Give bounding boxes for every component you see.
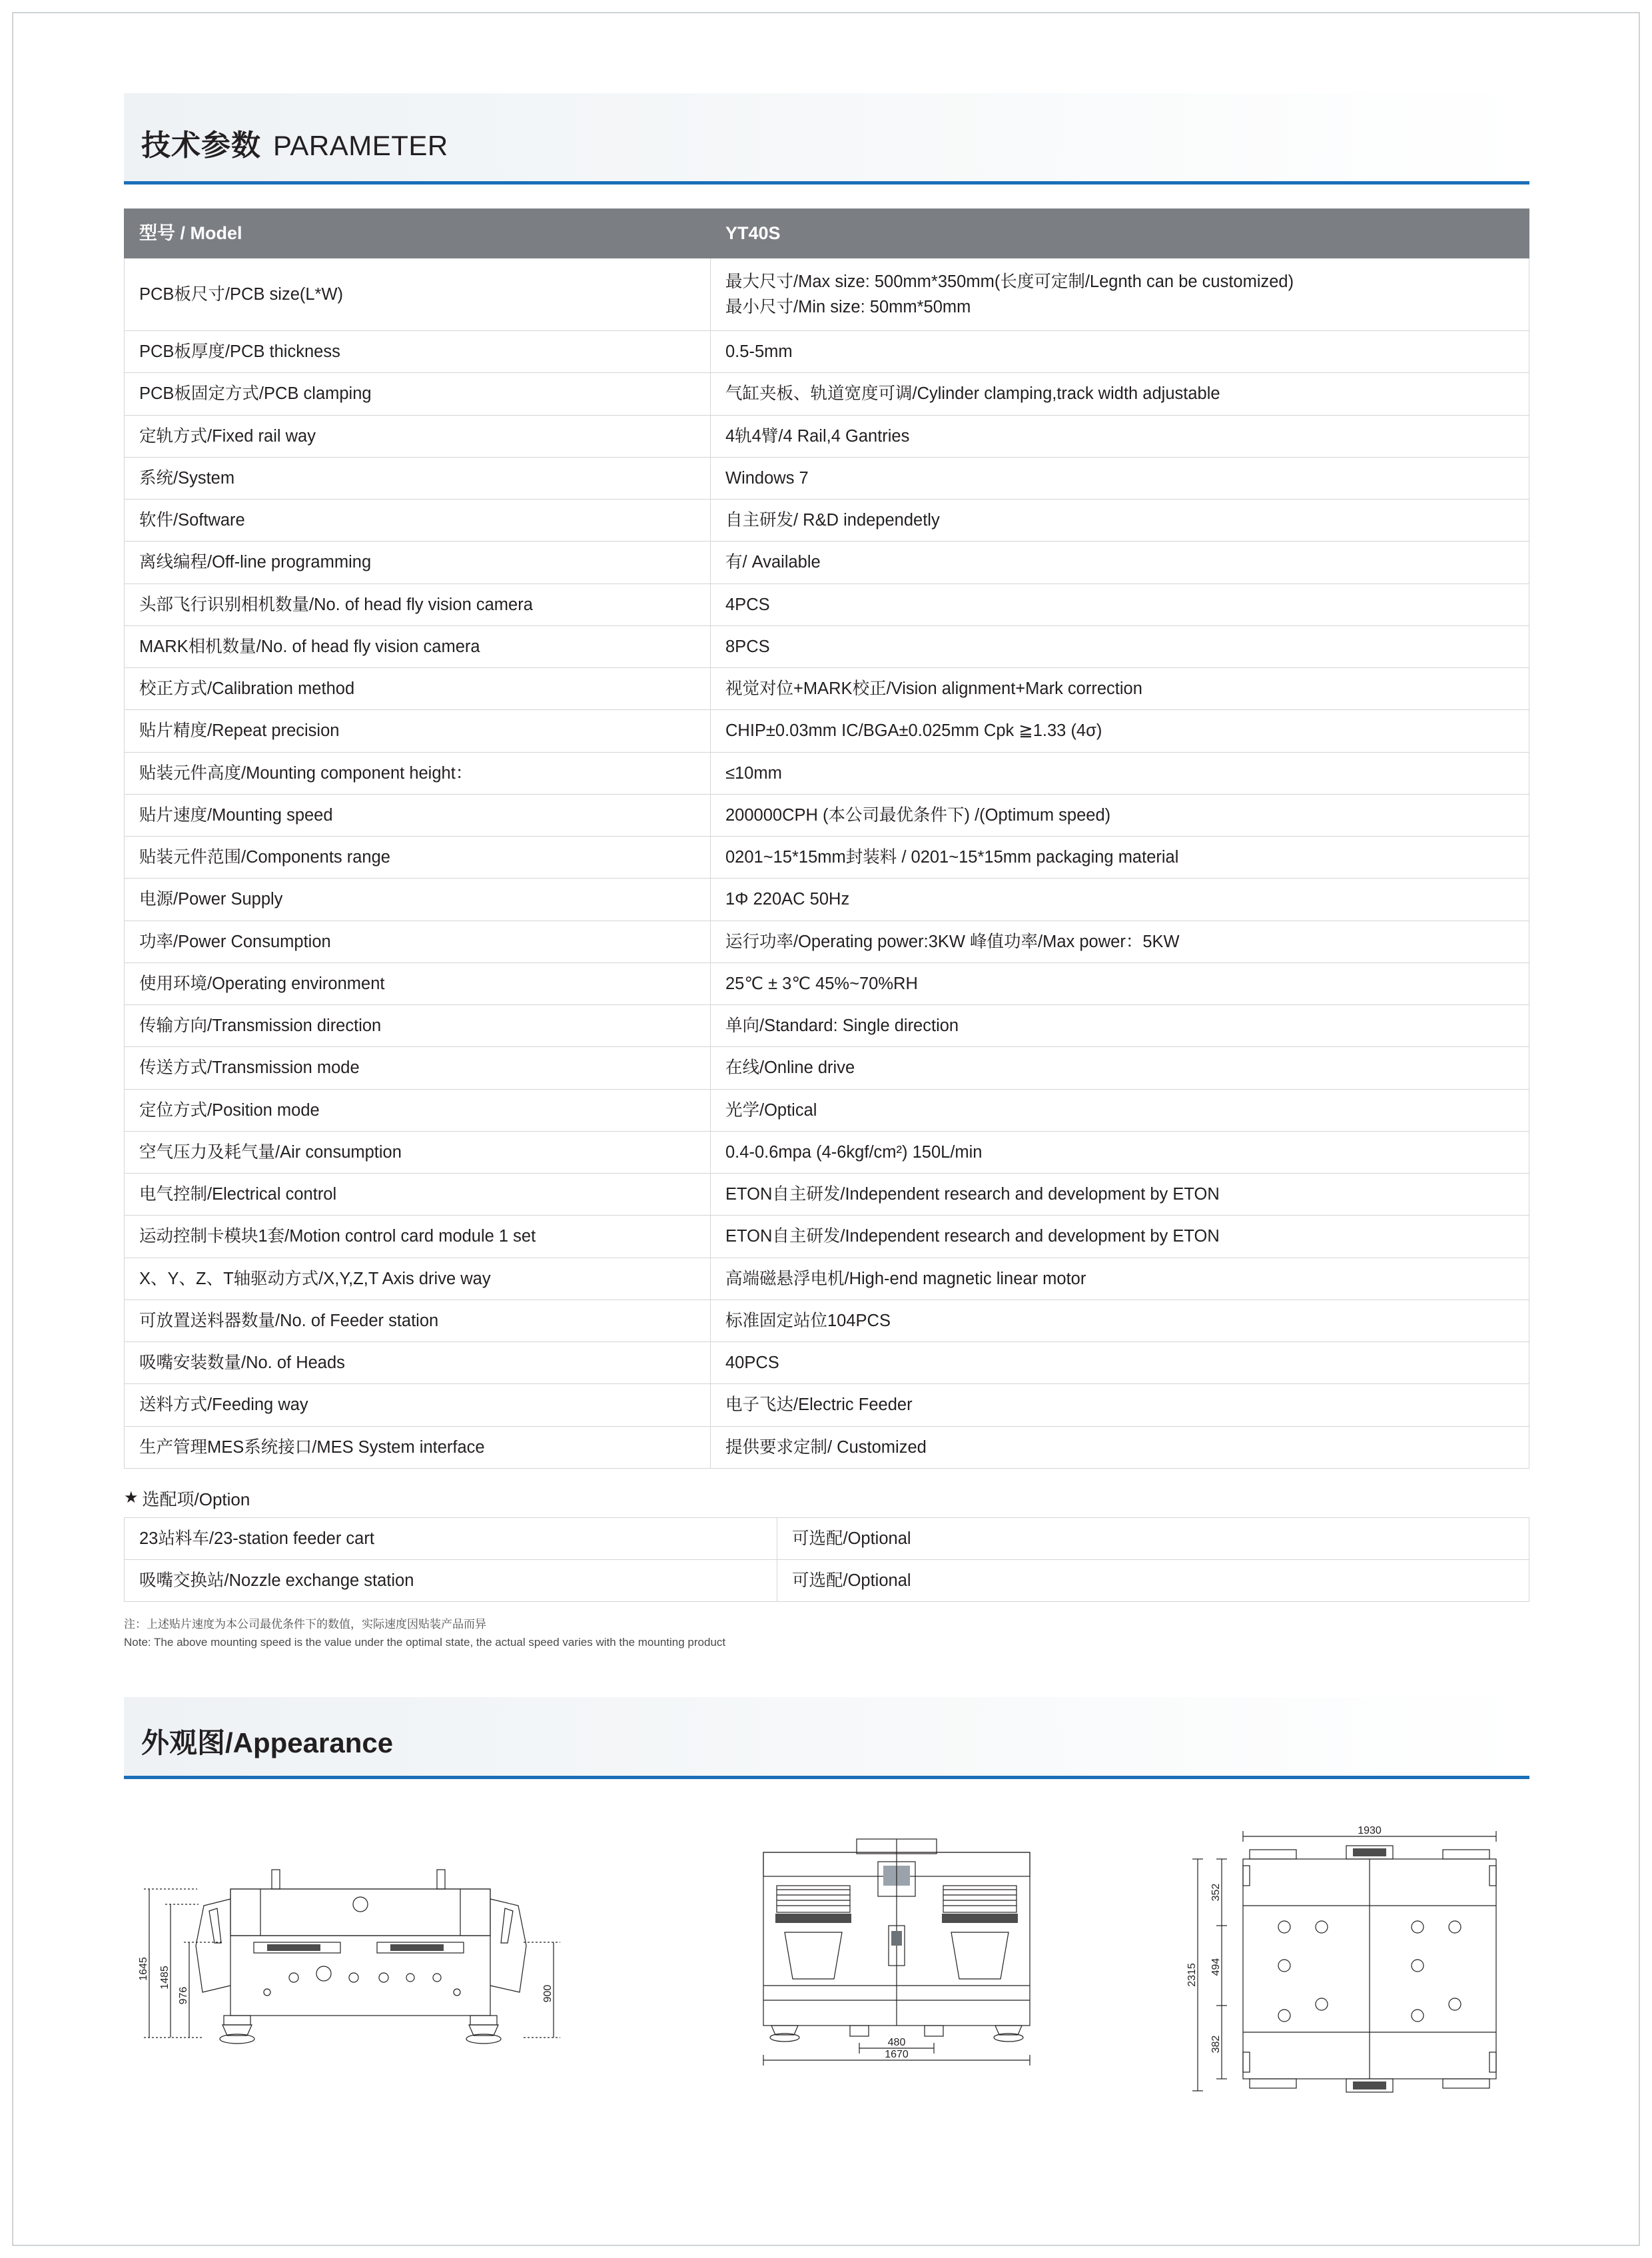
row-label: 吸嘴安装数量/No. of Heads <box>125 1342 711 1384</box>
row-label: 定轨方式/Fixed rail way <box>125 415 711 457</box>
table-row <box>125 1174 1529 1216</box>
table-row <box>125 373 1529 415</box>
table-row <box>125 542 1529 583</box>
row-label: 软件/Software <box>125 500 711 542</box>
table-row <box>125 1560 1529 1602</box>
row-label: 校正方式/Calibration method <box>125 668 711 710</box>
row-value: 标准固定站位104PCS <box>711 1300 1529 1341</box>
appearance-drawings <box>124 1826 1529 2115</box>
row-label: 电气控制/Electrical control <box>125 1174 711 1216</box>
dimension-text: 900 <box>542 1984 554 2002</box>
table-row <box>125 1089 1529 1131</box>
table-row <box>125 1384 1529 1426</box>
option-table <box>124 1517 1529 1603</box>
drawing-side-view <box>723 1826 1070 2075</box>
row-value: 0.4-0.6mpa (4-6kgf/cm²) 150L/min <box>711 1131 1529 1173</box>
row-label: PCB板厚度/PCB thickness <box>125 331 711 373</box>
row-value: 4轨4臂/4 Rail,4 Gantries <box>711 415 1529 457</box>
parameter-heading-en: PARAMETER <box>273 130 448 161</box>
table-row <box>125 500 1529 542</box>
table-row <box>125 1258 1529 1300</box>
table-row <box>125 1517 1529 1559</box>
table-row <box>125 921 1529 962</box>
footnote <box>124 1615 1529 1651</box>
row-value: 提供要求定制/ Customized <box>711 1426 1529 1468</box>
row-value: 高端磁悬浮电机/High-end magnetic linear motor <box>711 1258 1529 1300</box>
row-value: 自主研发/ R&D independetly <box>711 500 1529 542</box>
row-value: ETON自主研发/Independent research and development by ETON <box>711 1174 1529 1216</box>
appearance-section-header <box>124 1697 1529 1779</box>
row-value: 8PCS <box>711 625 1529 667</box>
parameter-heading <box>124 121 1529 185</box>
drawing-top-view <box>1183 1826 1529 2115</box>
table-row <box>125 752 1529 794</box>
row-value: Windows 7 <box>711 457 1529 499</box>
option-section-title <box>124 1486 1529 1511</box>
dimension-text: 1645 <box>138 1956 149 1981</box>
row-value: 40PCS <box>711 1342 1529 1384</box>
parameter-heading-cn: 技术参数 <box>141 129 261 162</box>
table-row <box>125 258 1529 331</box>
row-label: 贴片速度/Mounting speed <box>125 794 711 836</box>
table-row <box>125 837 1529 879</box>
row-label: 吸嘴交换站/Nozzle exchange station <box>125 1560 777 1602</box>
dimension-text: 2315 <box>1186 1962 1198 1987</box>
table-row <box>125 1005 1529 1047</box>
table-row <box>125 668 1529 710</box>
table-row <box>125 415 1529 457</box>
table-row <box>125 962 1529 1004</box>
row-value-line: 最小尺寸/Min size: 50mm*50mm <box>725 297 971 316</box>
table-row <box>125 1216 1529 1258</box>
row-label: X、Y、Z、T轴驱动方式/X,Y,Z,T Axis drive way <box>125 1258 711 1300</box>
top-view-svg <box>1183 1826 1529 2112</box>
row-label: 空气压力及耗气量/Air consumption <box>125 1131 711 1173</box>
table-header-row <box>125 209 1529 258</box>
row-value-line: 最大尺寸/Max size: 500mm*350mm(长度可定制/Legnth can be customized) <box>725 272 1294 291</box>
row-label: 离线编程/Off-line programming <box>125 542 711 583</box>
row-label: 可放置送料器数量/No. of Feeder station <box>125 1300 711 1341</box>
row-value: 在线/Online drive <box>711 1047 1529 1089</box>
dimension-text: 1485 <box>159 1965 171 1990</box>
dimension-text: 976 <box>178 1986 189 2004</box>
row-label: 贴片精度/Repeat precision <box>125 710 711 752</box>
parameter-section-header <box>124 93 1529 185</box>
dimension-text: 382 <box>1210 2035 1222 2053</box>
row-value: 视觉对位+MARK校正/Vision alignment+Mark correction <box>711 668 1529 710</box>
table-row <box>125 457 1529 499</box>
row-label: 贴装元件范围/Components range <box>125 837 711 879</box>
footnote-line-en: Note: The above mounting speed is the value under the optimal state, the actual speed varies with the mounting product <box>124 1636 726 1649</box>
table-row <box>125 583 1529 625</box>
table-row <box>125 794 1529 836</box>
row-label: 电源/Power Supply <box>125 879 711 921</box>
table-row <box>125 1300 1529 1341</box>
row-value: 200000CPH (本公司最优条件下) /(Optimum speed) <box>711 794 1529 836</box>
row-label: 运动控制卡模块1套/Motion control card module 1 set <box>125 1216 711 1258</box>
row-label: 系统/System <box>125 457 711 499</box>
appearance-heading: 外观图/Appearance <box>124 1721 1529 1779</box>
dimension-text: 1670 <box>885 2048 909 2060</box>
row-label: MARK相机数量/No. of head fly vision camera <box>125 625 711 667</box>
row-label: 定位方式/Position mode <box>125 1089 711 1131</box>
row-value: 光学/Optical <box>711 1089 1529 1131</box>
option-title-text: 选配项/Option <box>142 1489 250 1509</box>
dimension-text: 352 <box>1210 1883 1222 1901</box>
row-value: 气缸夹板、轨道宽度可调/Cylinder clamping,track width adjustable <box>711 373 1529 415</box>
row-value: ETON自主研发/Independent research and development by ETON <box>711 1216 1529 1258</box>
row-value: 电子飞达/Electric Feeder <box>711 1384 1529 1426</box>
row-value: 单向/Standard: Single direction <box>711 1005 1529 1047</box>
row-value: 0.5-5mm <box>711 331 1529 373</box>
row-value: 4PCS <box>711 583 1529 625</box>
row-label: 传送方式/Transmission mode <box>125 1047 711 1089</box>
row-value: ≤10mm <box>711 752 1529 794</box>
table-header-model-value: YT40S <box>711 209 1529 258</box>
row-label: 送料方式/Feeding way <box>125 1384 711 1426</box>
row-value: 25℃ ± 3℃ 45%~70%RH <box>711 962 1529 1004</box>
table-row <box>125 331 1529 373</box>
row-value: 运行功率/Operating power:3KW 峰值功率/Max power：5KW <box>711 921 1529 962</box>
row-value: 1Φ 220AC 50Hz <box>711 879 1529 921</box>
dimension-text: 494 <box>1210 1958 1222 1976</box>
dimension-text: 1930 <box>1358 1825 1382 1836</box>
row-label: 使用环境/Operating environment <box>125 962 711 1004</box>
table-row <box>125 1131 1529 1173</box>
table-row <box>125 1047 1529 1089</box>
row-label: PCB板固定方式/PCB clamping <box>125 373 711 415</box>
front-view-svg <box>124 1826 610 2072</box>
row-label: 头部飞行识别相机数量/No. of head fly vision camera <box>125 583 711 625</box>
row-value: 0201~15*15mm封装料 / 0201~15*15mm packaging material <box>711 837 1529 879</box>
row-value: 可选配/Optional <box>777 1517 1529 1559</box>
row-value: CHIP±0.03mm IC/BGA±0.025mm Cpk ≧1.33 (4σ) <box>711 710 1529 752</box>
row-label: PCB板尺寸/PCB size(L*W) <box>125 258 711 331</box>
table-row <box>125 879 1529 921</box>
row-label: 传输方向/Transmission direction <box>125 1005 711 1047</box>
row-value <box>711 258 1529 331</box>
table-row <box>125 710 1529 752</box>
side-view-svg <box>723 1826 1070 2072</box>
table-row <box>125 1426 1529 1468</box>
table-row <box>125 625 1529 667</box>
star-icon: ★ <box>124 1489 139 1507</box>
row-label: 贴装元件高度/Mounting component height： <box>125 752 711 794</box>
row-value: 有/ Available <box>711 542 1529 583</box>
drawing-front-view <box>124 1826 610 2075</box>
row-label: 23站料车/23-station feeder cart <box>125 1517 777 1559</box>
table-header-model-label: 型号 / Model <box>125 209 711 258</box>
page-content <box>124 93 1529 2115</box>
footnote-line-cn: 注：上述贴片速度为本公司最优条件下的数值，实际速度因贴装产品而异 <box>124 1618 486 1631</box>
table-row <box>125 1342 1529 1384</box>
row-label: 功率/Power Consumption <box>125 921 711 962</box>
row-label: 生产管理MES系统接口/MES System interface <box>125 1426 711 1468</box>
row-value: 可选配/Optional <box>777 1560 1529 1602</box>
specification-table-body <box>125 258 1529 1468</box>
specification-table <box>124 208 1529 1469</box>
dimension-text: 480 <box>887 2036 906 2048</box>
